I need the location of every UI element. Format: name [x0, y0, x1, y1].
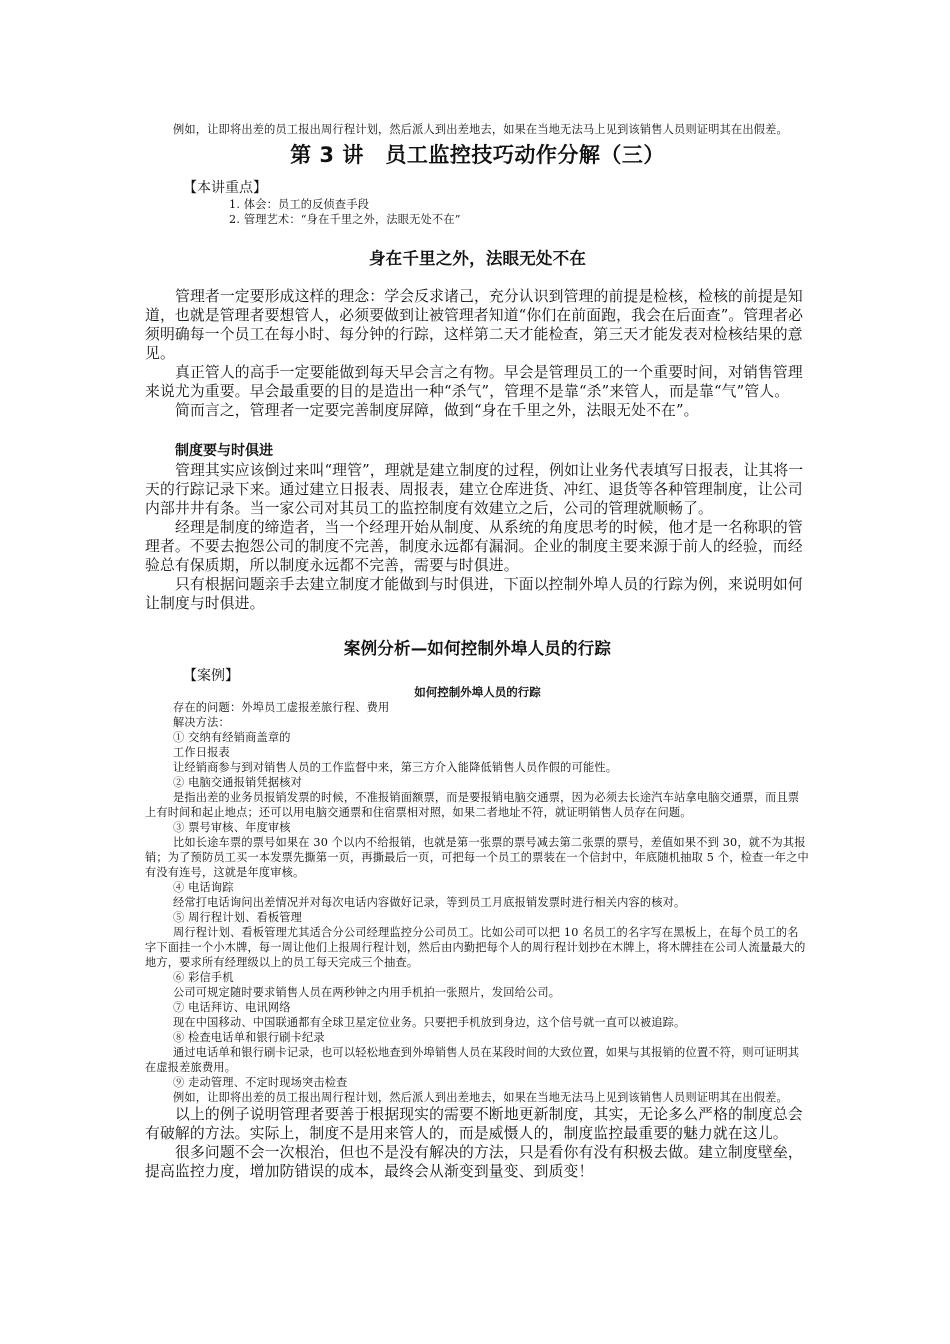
- case-line: 存在的问题：外埠员工虚报差旅行程、费用: [173, 701, 390, 714]
- case-line: 是指出差的业务员报销发票的时候，不准报销面额票，而是要报销电脑交通票，因为必须去长途汽车站拿电脑交通票，而且票上有时间和起止地点；还可以用电脑交通票和住宿票相对照，如果二者地址不符，就证明销售人员存在问题。: [145, 791, 800, 819]
- case-line: ① 交纳有经销商盖章的: [173, 731, 291, 744]
- case-lines: [145, 700, 810, 1105]
- body-paragraph: 简而言之，管理者一定要完善制度屏障，做到“身在千里之外，法眼无处不在”。: [175, 402, 699, 419]
- body-paragraph: 经理是制度的缔造者，当一个经理开始从制度、从系统的角度思考的时候，他才是一名称职的管理者。不要去抱怨公司的制度不完善，制度永远都有漏洞。企业的制度主要来源于前人的经验，而经验总有保质期，所以制度永远都不完善，需要与时俱进。: [145, 519, 803, 574]
- case-line: ④ 电话询踪: [173, 881, 234, 894]
- case-line: 现在中国移动、中国联通都有全球卫星定位业务。只要把手机放到身边，这个信号就一直可以被追踪。: [173, 1016, 686, 1029]
- case-title: 如何控制外埠人员的行踪: [414, 685, 541, 699]
- case-line: ⑥ 彩信手机: [173, 971, 234, 984]
- section-title-vision: 身在千里之外，法眼无处不在: [368, 249, 587, 268]
- case-line: ② 电脑交通报销凭据核对: [173, 776, 303, 789]
- case-line: ⑦ 电话拜访、电讯网络: [173, 1001, 291, 1014]
- case-label: 【案例】: [183, 668, 239, 684]
- case-line: 工作日报表: [173, 746, 230, 759]
- key-points-label: 【本讲重点】: [183, 180, 267, 196]
- closing-paragraph: 很多问题不会一次根治，但也不是没有解决的方法，只是看你有没有积极去做。建立制度壁垒，提高监控力度，增加防错误的成本，最终会从渐变到量变、到质变！: [145, 1144, 803, 1180]
- lecture-title: 第 3 讲 员工监控技巧动作分解（三）: [290, 143, 665, 167]
- body-paragraph: 只有根据问题亲手去建立制度才能做到与时俱进，下面以控制外埠人员的行踪为例，来说明如何让制度与时俱进。: [145, 576, 803, 612]
- body-paragraph: 真正管人的高手一定要能做到每天早会言之有物。早会是管理员工的一个重要时间，对销售管理来说尤为重要。早会最重要的目的是造出一种“杀气”，管理不是靠“杀”来管人，而是靠“气”管人。: [145, 364, 803, 400]
- key-point-item: 2. 管理艺术：“身在千里之外，法眼无处不在”: [229, 213, 461, 226]
- body-paragraph: 管理其实应该倒过来叫“理管”，理就是建立制度的过程，例如让业务代表填写日报表，让其将一天的行踪记录下来。通过建立日报表、周报表，建立仓库进货、冲红、退货等各种管理制度，让公司内部井井有条。当一家公司对其员工的监控制度有效建立之后，公司的管理就顺畅了。: [145, 462, 804, 517]
- case-line: 比如长途车票的票号如果在 30 个以内不给报销，也就是第一张票的票号减去第二张票的票号，差值如果不到 30，就不为其报销；为了预防员工买一本发票先撕第一页，再撕最后一页，可把每一个员工的票装在一个信封中，年底随机抽取 5 个，检查一年之中有没有连号，这就是年度审核。: [145, 836, 809, 879]
- case-line: 解决方法：: [173, 716, 230, 729]
- case-line: ③ 票号审核、年度审核: [173, 821, 291, 834]
- case-line: 周行程计划、看板管理尤其适合分公司经理监控分公司员工。比如公司可以把 10 名员工的名字写在黑板上，在每个员工的名字下面挂一个小木牌，每一周让他们上报周行程计划，然后由内勤把每个人的周行程计划抄在木牌上，将木牌挂在公司人流量最大的地方，要求所有经理级以上的员工每天完成三个抽查。: [145, 926, 806, 969]
- case-line: ⑨ 走动管理、不定时现场突击检查: [173, 1076, 348, 1089]
- case-line: 通过电话单和银行刷卡记录，也可以轻松地查到外埠销售人员在某段时间的大致位置，如果与其报销的位置不符，则可证明其在虚报差旅费用。: [145, 1046, 800, 1074]
- key-point-item: 1. 体会：员工的反侦查手段: [229, 198, 370, 211]
- case-line: 公司可规定随时要求销售人员在两秒钟之内用手机拍一张照片，发回给公司。: [173, 986, 561, 999]
- page-content: [145, 122, 810, 1181]
- case-line: 让经销商参与到对销售人员的工作监督中来，第三方介入能降低销售人员作假的可能性。: [173, 761, 618, 774]
- case-line: 经常打电话询问出差情况并对每次电话内容做好记录，等到员工月底报销发票时进行相关内容的核对。: [173, 896, 686, 909]
- case-line: ⑧ 检查电话单和银行刷卡纪录: [173, 1031, 325, 1044]
- body-paragraph: 管理者一定要形成这样的理念：学会反求诸己，充分认识到管理的前提是检核，检核的前提是知道，也就是管理者要想管人，必须要做到让被管理者知道“你们在前面跑，我会在后面查”。管理者必须明确每一个员工在每小时、每分钟的行踪，这样第二天才能检查，第三天才能发表对检核结果的意见。: [145, 288, 804, 362]
- closing-paragraph: 以上的例子说明管理者要善于根据现实的需要不断地更新制度，其实，无论多么严格的制度总会有破解的方法。实际上，制度不是用来管人的，而是威慑人的，制度监控最重要的魅力就在这儿。: [145, 1106, 803, 1142]
- intro-paragraph: 例如，让即将出差的员工报出周行程计划，然后派人到出差地去，如果在当地无法马上见到该销售人员则证明其在出假差。: [173, 123, 788, 136]
- subsection-title-system: 制度要与时俱进: [175, 443, 273, 459]
- case-line: ⑤ 周行程计划、看板管理: [173, 911, 303, 924]
- key-points-list: [229, 197, 810, 227]
- section-title-case-analysis: 案例分析—如何控制外埠人员的行踪: [343, 639, 612, 658]
- case-line: 例如，让即将出差的员工报出周行程计划，然后派人到出差地去，如果在当地无法马上见到该销售人员则证明其在出假差。: [173, 1091, 788, 1104]
